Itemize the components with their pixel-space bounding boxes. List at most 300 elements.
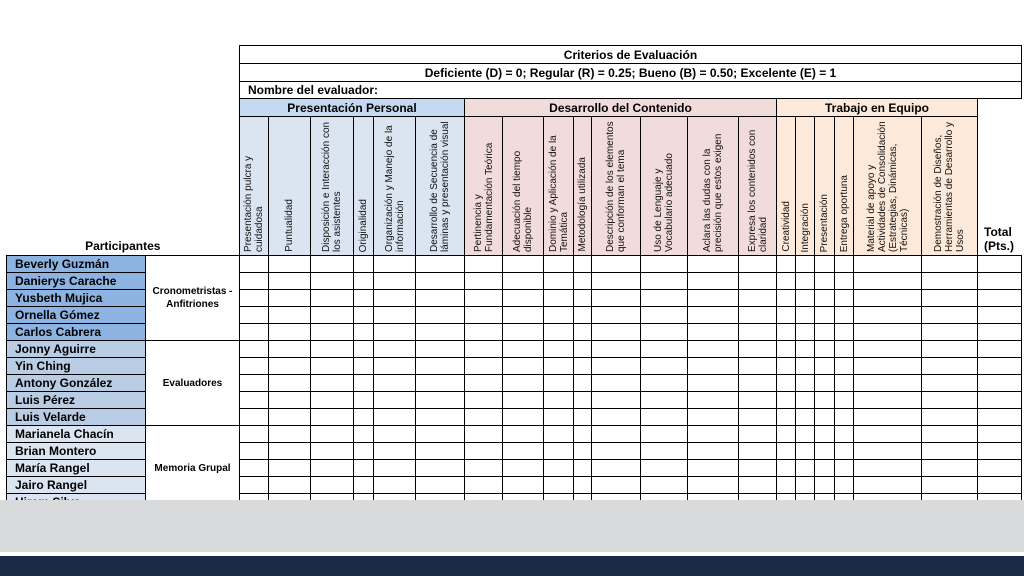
score-cell[interactable] <box>641 341 688 358</box>
score-cell[interactable] <box>796 443 815 460</box>
score-cell[interactable] <box>374 358 416 375</box>
score-cell[interactable] <box>815 341 835 358</box>
score-cell[interactable] <box>354 477 374 494</box>
score-cell[interactable] <box>777 256 796 273</box>
score-cell[interactable] <box>544 409 574 426</box>
score-cell[interactable] <box>796 392 815 409</box>
score-cell[interactable] <box>240 477 269 494</box>
criterion-label: Creatividad <box>780 201 792 252</box>
score-cell[interactable] <box>416 273 465 290</box>
score-cell[interactable] <box>311 460 354 477</box>
score-cell[interactable] <box>374 443 416 460</box>
score-cell[interactable] <box>835 443 854 460</box>
score-cell[interactable] <box>465 477 503 494</box>
score-cell[interactable] <box>465 256 503 273</box>
score-cell[interactable] <box>835 290 854 307</box>
score-cell[interactable] <box>465 375 503 392</box>
score-cell[interactable] <box>354 290 374 307</box>
score-cell[interactable] <box>311 307 354 324</box>
score-cell[interactable] <box>374 375 416 392</box>
score-cell[interactable] <box>354 256 374 273</box>
total-cell[interactable] <box>978 358 1022 375</box>
score-cell[interactable] <box>688 443 739 460</box>
total-cell[interactable] <box>978 426 1022 443</box>
score-cell[interactable] <box>269 409 311 426</box>
score-cell[interactable] <box>796 273 815 290</box>
score-cell[interactable] <box>835 392 854 409</box>
score-cell[interactable] <box>574 358 592 375</box>
score-cell[interactable] <box>574 256 592 273</box>
score-cell[interactable] <box>354 460 374 477</box>
score-cell[interactable] <box>815 324 835 341</box>
score-cell[interactable] <box>641 477 688 494</box>
score-cell[interactable] <box>416 341 465 358</box>
score-cell[interactable] <box>854 290 922 307</box>
total-cell[interactable] <box>978 443 1022 460</box>
score-cell[interactable] <box>574 307 592 324</box>
score-cell[interactable] <box>592 477 641 494</box>
score-cell[interactable] <box>240 426 269 443</box>
score-cell[interactable] <box>269 358 311 375</box>
score-cell[interactable] <box>240 375 269 392</box>
score-cell[interactable] <box>922 290 978 307</box>
score-cell[interactable] <box>777 375 796 392</box>
score-cell[interactable] <box>688 358 739 375</box>
score-cell[interactable] <box>592 324 641 341</box>
score-cell[interactable] <box>688 290 739 307</box>
score-cell[interactable] <box>835 256 854 273</box>
score-cell[interactable] <box>503 392 544 409</box>
score-cell[interactable] <box>688 324 739 341</box>
score-cell[interactable] <box>688 460 739 477</box>
score-cell[interactable] <box>835 409 854 426</box>
score-cell[interactable] <box>796 358 815 375</box>
score-cell[interactable] <box>574 426 592 443</box>
score-cell[interactable] <box>465 290 503 307</box>
score-cell[interactable] <box>544 273 574 290</box>
score-cell[interactable] <box>416 443 465 460</box>
score-cell[interactable] <box>922 375 978 392</box>
score-cell[interactable] <box>269 375 311 392</box>
score-cell[interactable] <box>240 273 269 290</box>
score-cell[interactable] <box>269 341 311 358</box>
score-cell[interactable] <box>544 375 574 392</box>
score-cell[interactable] <box>311 324 354 341</box>
score-cell[interactable] <box>854 341 922 358</box>
total-cell[interactable] <box>978 375 1022 392</box>
score-cell[interactable] <box>311 443 354 460</box>
score-cell[interactable] <box>854 358 922 375</box>
score-cell[interactable] <box>922 460 978 477</box>
score-cell[interactable] <box>592 392 641 409</box>
score-cell[interactable] <box>465 324 503 341</box>
score-cell[interactable] <box>688 375 739 392</box>
score-cell[interactable] <box>354 273 374 290</box>
score-cell[interactable] <box>374 290 416 307</box>
score-cell[interactable] <box>592 460 641 477</box>
score-cell[interactable] <box>416 375 465 392</box>
score-cell[interactable] <box>777 477 796 494</box>
score-cell[interactable] <box>796 324 815 341</box>
score-cell[interactable] <box>641 409 688 426</box>
score-cell[interactable] <box>796 307 815 324</box>
score-cell[interactable] <box>574 375 592 392</box>
score-cell[interactable] <box>922 409 978 426</box>
score-cell[interactable] <box>796 460 815 477</box>
score-cell[interactable] <box>240 341 269 358</box>
score-cell[interactable] <box>796 409 815 426</box>
score-cell[interactable] <box>354 324 374 341</box>
score-cell[interactable] <box>796 375 815 392</box>
total-cell[interactable] <box>978 256 1022 273</box>
score-cell[interactable] <box>922 443 978 460</box>
score-cell[interactable] <box>641 375 688 392</box>
score-cell[interactable] <box>796 426 815 443</box>
score-cell[interactable] <box>592 358 641 375</box>
score-cell[interactable] <box>835 426 854 443</box>
score-cell[interactable] <box>465 358 503 375</box>
score-cell[interactable] <box>416 324 465 341</box>
score-cell[interactable] <box>688 341 739 358</box>
score-cell[interactable] <box>354 341 374 358</box>
score-cell[interactable] <box>835 477 854 494</box>
score-cell[interactable] <box>269 460 311 477</box>
score-cell[interactable] <box>416 477 465 494</box>
score-cell[interactable] <box>240 443 269 460</box>
score-cell[interactable] <box>641 426 688 443</box>
score-cell[interactable] <box>544 460 574 477</box>
score-cell[interactable] <box>854 324 922 341</box>
score-cell[interactable] <box>240 409 269 426</box>
score-cell[interactable] <box>240 358 269 375</box>
score-cell[interactable] <box>240 324 269 341</box>
score-cell[interactable] <box>922 358 978 375</box>
score-cell[interactable] <box>240 290 269 307</box>
score-cell[interactable] <box>354 426 374 443</box>
total-cell[interactable] <box>978 477 1022 494</box>
score-cell[interactable] <box>777 409 796 426</box>
total-cell[interactable] <box>978 341 1022 358</box>
score-cell[interactable] <box>416 290 465 307</box>
score-cell[interactable] <box>240 392 269 409</box>
score-cell[interactable] <box>777 290 796 307</box>
score-cell[interactable] <box>544 358 574 375</box>
score-cell[interactable] <box>269 256 311 273</box>
score-cell[interactable] <box>544 256 574 273</box>
score-cell[interactable] <box>416 409 465 426</box>
score-cell[interactable] <box>269 307 311 324</box>
score-cell[interactable] <box>416 426 465 443</box>
criterion-label: Metodología utilizada <box>577 157 588 252</box>
score-cell[interactable] <box>465 273 503 290</box>
score-cell[interactable] <box>777 358 796 375</box>
score-cell[interactable] <box>544 324 574 341</box>
score-cell[interactable] <box>574 273 592 290</box>
score-cell[interactable] <box>544 443 574 460</box>
score-cell[interactable] <box>854 409 922 426</box>
score-cell[interactable] <box>854 443 922 460</box>
score-cell[interactable] <box>354 392 374 409</box>
score-cell[interactable] <box>854 256 922 273</box>
score-cell[interactable] <box>815 409 835 426</box>
score-cell[interactable] <box>269 392 311 409</box>
evaluator-name-field[interactable]: Nombre del evaluador: <box>240 82 1022 99</box>
score-cell[interactable] <box>503 256 544 273</box>
score-cell[interactable] <box>922 426 978 443</box>
score-cell[interactable] <box>416 256 465 273</box>
score-cell[interactable] <box>739 256 777 273</box>
total-cell[interactable] <box>978 392 1022 409</box>
score-cell[interactable] <box>688 409 739 426</box>
score-cell[interactable] <box>574 443 592 460</box>
total-cell[interactable] <box>978 409 1022 426</box>
score-cell[interactable] <box>922 392 978 409</box>
score-cell[interactable] <box>777 273 796 290</box>
score-cell[interactable] <box>922 273 978 290</box>
score-cell[interactable] <box>835 375 854 392</box>
score-cell[interactable] <box>815 426 835 443</box>
score-cell[interactable] <box>374 256 416 273</box>
score-cell[interactable] <box>592 375 641 392</box>
score-cell[interactable] <box>544 426 574 443</box>
score-cell[interactable] <box>416 392 465 409</box>
score-cell[interactable] <box>922 307 978 324</box>
score-cell[interactable] <box>416 307 465 324</box>
score-cell[interactable] <box>374 307 416 324</box>
score-cell[interactable] <box>592 409 641 426</box>
score-cell[interactable] <box>835 324 854 341</box>
score-cell[interactable] <box>777 460 796 477</box>
score-cell[interactable] <box>777 392 796 409</box>
score-cell[interactable] <box>815 477 835 494</box>
score-cell[interactable] <box>503 358 544 375</box>
score-cell[interactable] <box>854 307 922 324</box>
score-cell[interactable] <box>574 392 592 409</box>
score-cell[interactable] <box>815 307 835 324</box>
score-cell[interactable] <box>739 460 777 477</box>
score-cell[interactable] <box>311 392 354 409</box>
score-cell[interactable] <box>311 341 354 358</box>
total-cell[interactable] <box>978 460 1022 477</box>
criterion-label: Dominio y Aplicación de la Temática <box>547 135 570 252</box>
score-cell[interactable] <box>739 375 777 392</box>
score-cell[interactable] <box>796 477 815 494</box>
score-cell[interactable] <box>311 409 354 426</box>
score-cell[interactable] <box>503 460 544 477</box>
score-cell[interactable] <box>815 460 835 477</box>
criterion-header <box>688 117 739 256</box>
score-cell[interactable] <box>503 477 544 494</box>
score-cell[interactable] <box>739 392 777 409</box>
score-cell[interactable] <box>311 273 354 290</box>
score-cell[interactable] <box>739 290 777 307</box>
score-cell[interactable] <box>503 341 544 358</box>
total-cell[interactable] <box>978 290 1022 307</box>
score-cell[interactable] <box>796 341 815 358</box>
score-cell[interactable] <box>641 290 688 307</box>
score-cell[interactable] <box>465 426 503 443</box>
score-cell[interactable] <box>922 341 978 358</box>
score-cell[interactable] <box>374 409 416 426</box>
total-cell[interactable] <box>978 307 1022 324</box>
participant-name: Carlos Cabrera <box>7 324 146 341</box>
score-cell[interactable] <box>854 460 922 477</box>
score-cell[interactable] <box>311 375 354 392</box>
score-cell[interactable] <box>269 273 311 290</box>
score-cell[interactable] <box>544 392 574 409</box>
score-cell[interactable] <box>739 443 777 460</box>
score-cell[interactable] <box>311 358 354 375</box>
score-cell[interactable] <box>311 477 354 494</box>
score-cell[interactable] <box>854 477 922 494</box>
score-cell[interactable] <box>777 307 796 324</box>
score-cell[interactable] <box>503 273 544 290</box>
score-cell[interactable] <box>544 477 574 494</box>
score-cell[interactable] <box>240 307 269 324</box>
score-cell[interactable] <box>641 307 688 324</box>
score-cell[interactable] <box>374 273 416 290</box>
score-cell[interactable] <box>835 307 854 324</box>
score-cell[interactable] <box>854 273 922 290</box>
score-cell[interactable] <box>574 290 592 307</box>
score-cell[interactable] <box>592 307 641 324</box>
score-cell[interactable] <box>815 358 835 375</box>
score-cell[interactable] <box>835 358 854 375</box>
score-cell[interactable] <box>739 341 777 358</box>
score-cell[interactable] <box>815 273 835 290</box>
score-cell[interactable] <box>922 256 978 273</box>
score-cell[interactable] <box>688 307 739 324</box>
score-cell[interactable] <box>269 443 311 460</box>
score-cell[interactable] <box>240 460 269 477</box>
score-cell[interactable] <box>592 443 641 460</box>
score-cell[interactable] <box>739 307 777 324</box>
score-cell[interactable] <box>416 358 465 375</box>
score-cell[interactable] <box>374 392 416 409</box>
score-cell[interactable] <box>688 426 739 443</box>
score-cell[interactable] <box>592 341 641 358</box>
score-cell[interactable] <box>503 290 544 307</box>
score-cell[interactable] <box>777 426 796 443</box>
score-cell[interactable] <box>592 426 641 443</box>
score-cell[interactable] <box>503 324 544 341</box>
score-cell[interactable] <box>465 460 503 477</box>
score-cell[interactable] <box>739 409 777 426</box>
score-cell[interactable] <box>739 426 777 443</box>
score-cell[interactable] <box>574 324 592 341</box>
score-cell[interactable] <box>739 324 777 341</box>
score-cell[interactable] <box>641 273 688 290</box>
score-cell[interactable] <box>269 324 311 341</box>
score-cell[interactable] <box>503 443 544 460</box>
score-cell[interactable] <box>592 256 641 273</box>
score-cell[interactable] <box>465 341 503 358</box>
score-cell[interactable] <box>503 375 544 392</box>
score-cell[interactable] <box>269 290 311 307</box>
score-cell[interactable] <box>465 409 503 426</box>
score-cell[interactable] <box>854 426 922 443</box>
score-cell[interactable] <box>416 460 465 477</box>
score-cell[interactable] <box>854 375 922 392</box>
score-cell[interactable] <box>835 273 854 290</box>
score-cell[interactable] <box>574 409 592 426</box>
score-cell[interactable] <box>739 358 777 375</box>
score-cell[interactable] <box>777 324 796 341</box>
score-cell[interactable] <box>739 273 777 290</box>
score-cell[interactable] <box>269 426 311 443</box>
score-cell[interactable] <box>354 443 374 460</box>
score-cell[interactable] <box>922 477 978 494</box>
score-cell[interactable] <box>922 324 978 341</box>
score-cell[interactable] <box>374 341 416 358</box>
score-cell[interactable] <box>574 341 592 358</box>
score-cell[interactable] <box>854 392 922 409</box>
score-cell[interactable] <box>354 375 374 392</box>
score-cell[interactable] <box>777 443 796 460</box>
score-cell[interactable] <box>311 256 354 273</box>
score-cell[interactable] <box>574 477 592 494</box>
score-cell[interactable] <box>503 426 544 443</box>
score-cell[interactable] <box>641 256 688 273</box>
score-cell[interactable] <box>688 477 739 494</box>
score-cell[interactable] <box>641 358 688 375</box>
score-cell[interactable] <box>815 290 835 307</box>
total-cell[interactable] <box>978 324 1022 341</box>
total-cell[interactable] <box>978 273 1022 290</box>
score-cell[interactable] <box>311 426 354 443</box>
score-cell[interactable] <box>354 358 374 375</box>
score-cell[interactable] <box>592 290 641 307</box>
score-cell[interactable] <box>240 256 269 273</box>
score-cell[interactable] <box>815 375 835 392</box>
score-cell[interactable] <box>574 460 592 477</box>
score-cell[interactable] <box>503 409 544 426</box>
score-cell[interactable] <box>269 477 311 494</box>
score-cell[interactable] <box>592 273 641 290</box>
score-cell[interactable] <box>374 324 416 341</box>
score-cell[interactable] <box>465 443 503 460</box>
score-cell[interactable] <box>374 460 416 477</box>
score-cell[interactable] <box>835 460 854 477</box>
score-cell[interactable] <box>815 256 835 273</box>
score-cell[interactable] <box>777 341 796 358</box>
score-cell[interactable] <box>465 307 503 324</box>
score-cell[interactable] <box>641 443 688 460</box>
score-cell[interactable] <box>374 477 416 494</box>
score-cell[interactable] <box>796 256 815 273</box>
score-cell[interactable] <box>503 307 544 324</box>
score-cell[interactable] <box>815 443 835 460</box>
score-cell[interactable] <box>739 477 777 494</box>
score-cell[interactable] <box>311 290 354 307</box>
score-cell[interactable] <box>544 290 574 307</box>
score-cell[interactable] <box>641 324 688 341</box>
score-cell[interactable] <box>688 392 739 409</box>
score-cell[interactable] <box>641 460 688 477</box>
score-cell[interactable] <box>465 392 503 409</box>
score-cell[interactable] <box>688 256 739 273</box>
score-cell[interactable] <box>796 290 815 307</box>
score-cell[interactable] <box>544 307 574 324</box>
score-cell[interactable] <box>641 392 688 409</box>
score-cell[interactable] <box>354 409 374 426</box>
score-cell[interactable] <box>354 307 374 324</box>
score-cell[interactable] <box>374 426 416 443</box>
score-cell[interactable] <box>835 341 854 358</box>
score-cell[interactable] <box>815 392 835 409</box>
score-cell[interactable] <box>688 273 739 290</box>
score-cell[interactable] <box>544 341 574 358</box>
